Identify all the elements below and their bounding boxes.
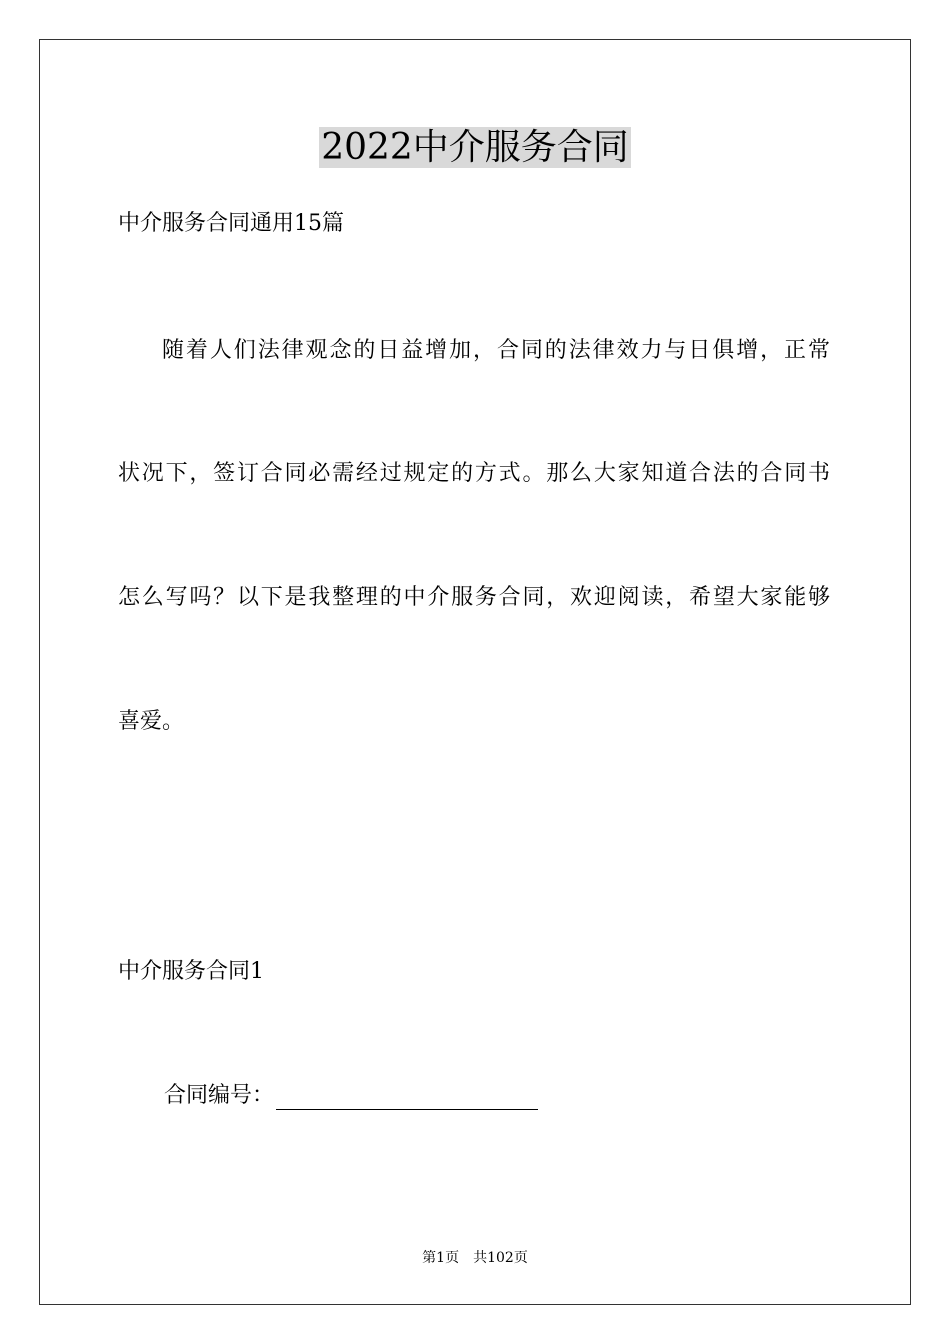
intro-line-2: 状况下，签订合同必需经过规定的方式。那么大家知道合法的合同书 (118, 461, 830, 486)
document-title-text: 2022中介服务合同 (321, 127, 629, 168)
page-current: 第1页 (422, 1250, 460, 1266)
contract-number-blank (276, 1087, 538, 1110)
page-total: 共102页 (473, 1250, 528, 1266)
contract-number-label: 合同编号： (164, 1083, 275, 1108)
intro-line-1: 随着人们法律观念的日益增加，合同的法律效力与日俱增，正常 (162, 338, 830, 363)
section-heading: 中介服务合同1 (118, 959, 264, 984)
page-footer (0, 1249, 950, 1267)
intro-line-4: 喜爱。 (118, 709, 185, 734)
contract-number-row (164, 1082, 538, 1110)
document-title (0, 126, 950, 170)
document-subtitle: 中介服务合同通用15篇 (118, 211, 344, 236)
intro-line-3: 怎么写吗？以下是我整理的中介服务合同，欢迎阅读，希望大家能够 (118, 585, 830, 610)
